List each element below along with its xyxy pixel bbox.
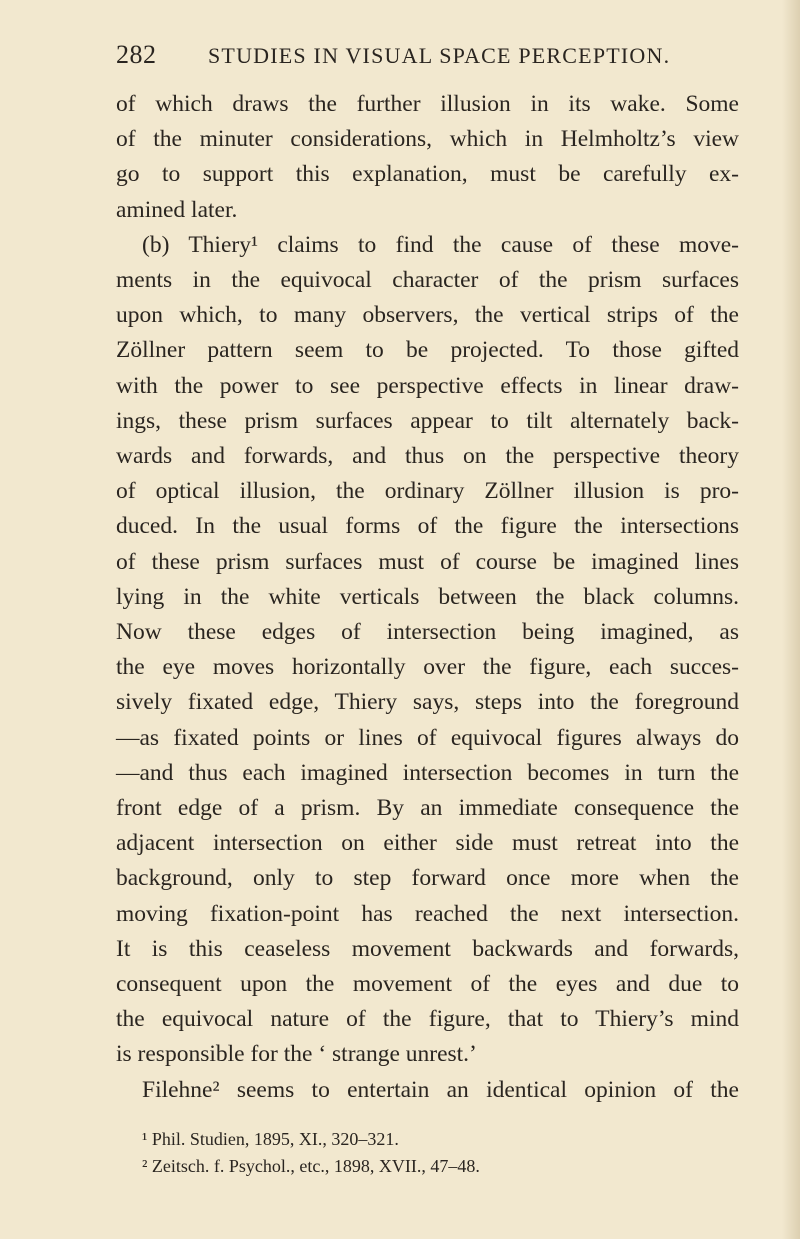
text-line: is responsible for the ‘ strange unrest.’	[116, 1041, 477, 1068]
text-line: (b) Thiery¹ claims to find the cause of these move-	[142, 231, 739, 258]
text-line: wards and forwards, and thus on the perspective theory	[116, 443, 739, 470]
text-line: the eye moves horizontally over the figure, each succes-	[116, 654, 739, 681]
text-line: the equivocal nature of the figure, that to Thiery’s mind	[116, 1006, 739, 1033]
text-line: Zöllner pattern seem to be projected. To those gifted	[116, 337, 739, 364]
text-line: duced. In the usual forms of the figure the intersections	[116, 513, 739, 540]
text-line: consequent upon the movement of the eyes and due to	[116, 971, 739, 998]
page-number: 282	[116, 40, 157, 69]
footnote-2: ² Zeitsch. f. Psychol., etc., 1898, XVII., 47–48.	[142, 1156, 480, 1176]
text-line: —and thus each imagined intersection becomes in turn the	[116, 759, 739, 786]
text-line: of which draws the further illusion in its wake. Some	[116, 91, 739, 117]
text-line: —as fixated points or lines of equivocal figures always do	[116, 724, 739, 751]
page-edge-shadow	[782, 0, 800, 1239]
running-title: STUDIES IN VISUAL SPACE PERCEPTION.	[208, 43, 671, 68]
text-line: adjacent intersection on either side must retreat into the	[116, 830, 739, 857]
text-line: amined later.	[116, 196, 238, 223]
text-line: of these prism surfaces must of course be imagined lines	[116, 548, 739, 575]
text-line: sively fixated edge, Thiery says, steps into the foreground	[116, 689, 739, 716]
text-line: with the power to see perspective effects in linear draw-	[116, 372, 739, 399]
footnotes	[116, 1126, 739, 1180]
text-line: Now these edges of intersection being imagined, as	[116, 619, 739, 646]
text-line: upon which, to many observers, the vertical strips of the	[116, 302, 739, 329]
text-line: ings, these prism surfaces appear to tilt alternately back-	[116, 407, 739, 434]
text-line: go to support this explanation, must be carefully ex-	[116, 161, 739, 188]
text-line: moving fixation-point has reached the next intersection.	[116, 900, 739, 927]
text-line: Filehne² seems to entertain an identical opinion of the	[142, 1076, 739, 1103]
running-header	[116, 40, 676, 70]
text-line: of optical illusion, the ordinary Zöllner illusion is pro-	[116, 478, 739, 505]
text-line: front edge of a prism. By an immediate consequence the	[116, 795, 739, 822]
text-line: of the minuter considerations, which in Helmholtz’s view	[116, 126, 739, 153]
text-line: background, only to step forward once more when the	[116, 865, 739, 892]
text-line: It is this ceaseless movement backwards and forwards,	[116, 935, 739, 962]
footnote-1: ¹ Phil. Studien, 1895, XI., 320–321.	[142, 1129, 399, 1149]
body-text	[116, 87, 739, 1108]
text-line: ments in the equivocal character of the prism surfaces	[116, 267, 739, 294]
text-line: lying in the white verticals between the black columns.	[116, 583, 739, 610]
